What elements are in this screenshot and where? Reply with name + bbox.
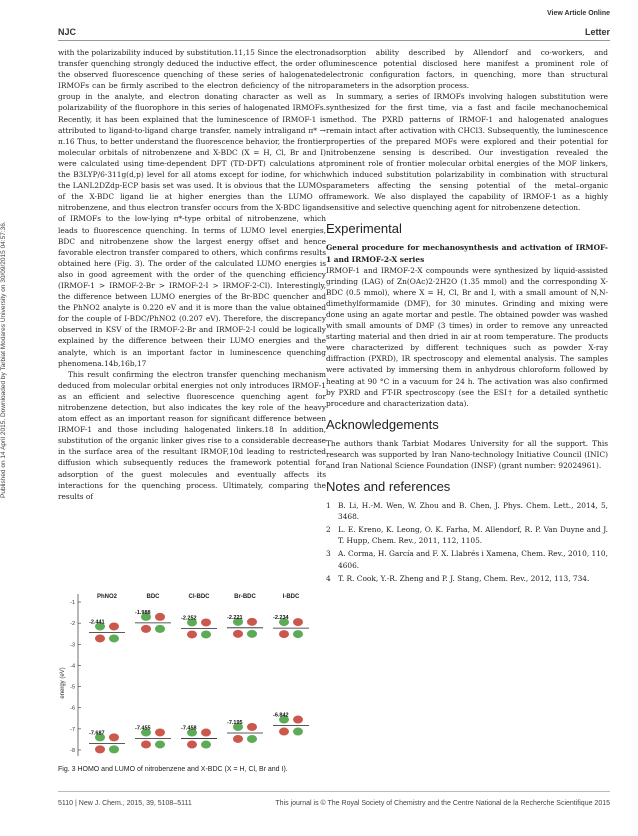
y-tick-label: -1	[70, 600, 75, 606]
lumo-orbital-lobe	[155, 613, 165, 621]
article-type-header: Letter	[584, 27, 610, 37]
acknowledgements-heading: Acknowledgements	[326, 416, 439, 432]
y-tick-label: -3	[70, 642, 75, 649]
column-label: BDC	[146, 594, 160, 600]
homo-orbital-lobe	[201, 729, 211, 737]
reference-item	[326, 548, 608, 570]
lumo-energy-label: -1.988	[135, 609, 151, 616]
left-paragraph-1: with the polarizability induced by substitution.11,15 Since the electron transfer quenching strongly deduced the inductive effect, the order of the observed fluorescence quenching of these series of halogenated IRMOFs can be firmly ascribed to the electron deficiency of the nitro group in the analyte, and electron donating character as well as polarizability of the fluorophore in this series of halogenated IRMOFs. Recently, it has been explained that the luminescence of IRMOF-1 is attributed to ligand-to-ligand charge transfer, namely intraligand π* → π.16 Thus, to better understand the fluorescence behavior, the frontier molecular orbitals of nitrobenzene and X-BDC (X = H, Cl, Br and I) were calculated using time-dependent DFT (TD-DFT) calculations at the B3LYP/6-311g(d,p) level for all atoms except for iodine, for which the LANL2DZdp-ECP basis set was used. It is obvious that the LUMOs of the X-BDC ligand lie at higher energies than the LUMO of nitrobenzene, and thus electron transfer occurs from the X-BDC ligand of IRMOFs to the low-lying π*-type orbital of nitrobenzene, which leads to fluorescence quenching. In terms of LUMO level energies, BDC and nitrobenzene show the largest energy offset and hence favorable electron transfer compared to others, which confirms results obtained here (Fig. 3). The order of the calculated LUMO energies is also in good agreement with the order of the quenching efficiency (IRMOF-1 > IRMOF-2-Br > IRMOF-2-I > IRMOF-2-Cl). Interestingly, the difference between LUMO energies of the Br-BDC quencher and the PhNO2 analyte is 0.220 eV and it is more than the value obtained for the couple of I-BDC/PhNO2 (0.207 eV). Therefore, the discrepancy observed in KSV of the IRMOF-2-Br and IRMOF-2-I could be logically explained by the difference between their LUMO energies and the analyte, which is an important factor in luminescence quenching phenomena.14b,16b,17	[58, 48, 326, 368]
lumo-orbital-lobe	[95, 634, 105, 642]
figure-3	[58, 588, 320, 832]
homo-orbital-lobe	[95, 745, 105, 753]
right-paragraph-1: adsorption ability described by Allendorf and co-workers, and luminescence potential disclosed here manifest a prominent role of electronic configuration factors, in quenching, more than structural parameters in the adsorption process.	[326, 48, 608, 91]
acknowledgements-text: The authors thank Tarbiat Modares University for all the support. This research was supported by Iran Nano-technology Initiative Council (INIC) and Iran National Science Foundation (INSF) (grant number: 92024961).	[326, 438, 608, 470]
lumo-orbital-lobe	[279, 630, 289, 638]
homo-energy-label: -7.195	[227, 719, 243, 726]
homo-orbital-lobe	[109, 733, 119, 741]
lumo-orbital-lobe	[141, 625, 151, 633]
homo-orbital-lobe	[141, 740, 151, 748]
lumo-orbital-lobe	[109, 622, 119, 630]
lumo-orbital-lobe	[247, 618, 257, 626]
reference-number: 2	[326, 525, 331, 535]
column-label: I-BDC	[282, 594, 300, 600]
y-tick-label: -7	[70, 726, 75, 733]
lumo-energy-label: -2.234	[273, 615, 289, 622]
reference-text[interactable]: T. R. Cook, Y.-R. Zheng and P. J. Stang, Chem. Rev., 2012, 113, 734.	[338, 573, 590, 583]
y-tick-label: -6	[70, 705, 75, 712]
footer-citation: 5110 | New J. Chem., 2015, 39, 5108–5111	[58, 800, 192, 807]
lumo-orbital-lobe	[109, 634, 119, 642]
homo-orbital-lobe	[293, 728, 303, 736]
homo-orbital-lobe	[247, 735, 257, 743]
column-label: Cl-BDC	[188, 594, 210, 600]
right-column	[326, 47, 608, 586]
experimental-heading: Experimental	[326, 221, 402, 237]
homo-orbital-lobe	[293, 716, 303, 724]
lumo-orbital-lobe	[155, 625, 165, 633]
lumo-orbital-lobe	[293, 618, 303, 626]
homo-orbital-lobe	[247, 723, 257, 731]
column-label: Br-BDC	[234, 594, 256, 600]
reference-item	[326, 500, 608, 522]
view-article-online-link[interactable]: View Article Online	[546, 10, 610, 17]
reference-text[interactable]: A. Corma, H. García and F. X. Llabrés i Xamena, Chem. Rev., 2010, 110, 4606.	[338, 549, 608, 570]
lumo-energy-label: -2.441	[89, 619, 105, 626]
lumo-orbital-lobe	[247, 630, 257, 638]
published-sidenote: Published on 14 April 2015. Downloaded by Tarbiat Modares University on 30/09/2015 04:57:36.	[0, 221, 7, 499]
left-paragraph-2: This result confirming the electron transfer quenching mechanism deduced from molecular orbital energies not only introduces IRMOF-1 as an efficient and selective fluorescence quenching agent for nitrobenzene detection, but also indicates the key role of the heavy atom effect as an important reason for significant difference between IRMOF-1 and those including halogenated linkers.18 In addition, substitution of the organic linker gives rise to a considerable decrease in the surface area of the resultant IRMOF,10d leading to restricted diffusion which subsequently reduces the framework potential for adsorption of the guest molecules and eventually affects its interactions for the quenching process. Ultimately, comparing the results of	[58, 369, 326, 501]
left-column	[58, 47, 326, 502]
homo-energy-label: -6.842	[273, 712, 289, 719]
lumo-energy-label: -2.221	[227, 614, 243, 621]
experimental-text: IRMOF-1 and IRMOF-2-X compounds were synthesized by liquid-assisted grinding (LAG) of Zn(OAc)2·2H2O (1.35 mmol) and the corresponding X-BDC (0.5 mmol), where X = H, Cl, Br and I, with a small amount of N,N-dimethylformamide (DMF), for 30 minutes. Grinding and mixing were done using an agate mortar and pestle. The obtained powder was washed with small amounts of DMF (3 times) in order to remove any unreacted starting material and then dried in air at room temperature. The products were characterized by different techniques such as powder X-ray diffraction (PXRD), IR spectroscopy and elemental analysis. The samples were activated by immersing them in anhydrous chloroform followed by heating at 90 °C in a vacuum for 24 h. The activation was also confirmed by PXRD and FT-IR spectroscopy (see the ESI† for a detailed synthetic procedure and characterization data).	[326, 265, 608, 408]
lumo-orbital-lobe	[201, 618, 211, 626]
lumo-orbital-lobe	[293, 630, 303, 638]
reference-number: 4	[326, 573, 331, 583]
homo-energy-label: -7.458	[181, 725, 197, 732]
header-divider	[58, 40, 610, 41]
homo-orbital-lobe	[279, 728, 289, 736]
footer-divider	[58, 791, 610, 792]
homo-orbital-lobe	[155, 740, 165, 748]
reference-number: 3	[326, 549, 331, 559]
homo-orbital-lobe	[201, 741, 211, 749]
figure-caption: Fig. 3 HOMO and LUMO of nitrobenzene and X-BDC (X = H, Cl, Br and I).	[58, 766, 288, 773]
homo-energy-label: -7.455	[135, 725, 151, 732]
y-axis-label: energy (eV)	[60, 667, 66, 699]
lumo-orbital-lobe	[233, 630, 243, 638]
reference-text[interactable]: B. Li, H.-M. Wen, W. Zhou and B. Chen, J. Phys. Chem. Lett., 2014, 5, 3468.	[338, 501, 608, 522]
lumo-energy-label: -2.252	[181, 615, 197, 622]
journal-header: NJC	[58, 27, 77, 37]
y-tick-label: -2	[70, 621, 75, 628]
reference-text[interactable]: L. E. Kreno, K. Leong, O. K. Farha, M. Allendorf, R. P. Van Duyne and J. T. Hupp, Chem. Rev., 2011, 112, 1105.	[338, 525, 608, 546]
y-tick-label: -8	[70, 748, 75, 754]
experimental-subheading: General procedure for mechanosynthesis and activation of IRMOF-1 and IRMOF-2-X series	[326, 243, 608, 264]
homo-orbital-lobe	[233, 735, 243, 743]
homo-energy-label: -7.687	[89, 730, 105, 737]
reference-list	[326, 500, 608, 584]
footer-copyright: This journal is © The Royal Society of Chemistry and the Centre National de la Recherche Scientifique 2015	[275, 800, 610, 807]
right-paragraph-2: In summary, a series of IRMOFs involving halogen substitution were synthesized for the first time, via a fast and facile mechanochemical method. The PXRD patterns of IRMOF-1 and halogenated analogues remain intact after activation with CHCl3. Subsequently, the luminescence properties of the prepared MOFs were explored and their potential for nitrobenzene sensing is described. Our investigation revealed the prominent role of frontier molecular orbital energies of the MOF linkers, which induced substitution polarizability in combination with structural parameters affecting the sensing potential of the metal–organic framework. We also displayed the capability of IRMOF-1 as a highly sensitive and selective quenching agent for nitrobenzene detection.	[326, 92, 608, 213]
lumo-orbital-lobe	[187, 630, 197, 638]
reference-item	[326, 524, 608, 546]
lumo-orbital-lobe	[201, 630, 211, 638]
reference-item	[326, 573, 608, 584]
orbital-figure	[58, 588, 320, 760]
y-tick-label: -4	[70, 663, 75, 670]
homo-orbital-lobe	[155, 728, 165, 736]
notes-heading: Notes and references	[326, 479, 451, 495]
y-tick-label: -5	[70, 684, 75, 691]
reference-number: 1	[326, 501, 331, 511]
homo-orbital-lobe	[187, 741, 197, 749]
homo-orbital-lobe	[109, 745, 119, 753]
column-label: PhNO2	[96, 594, 118, 600]
